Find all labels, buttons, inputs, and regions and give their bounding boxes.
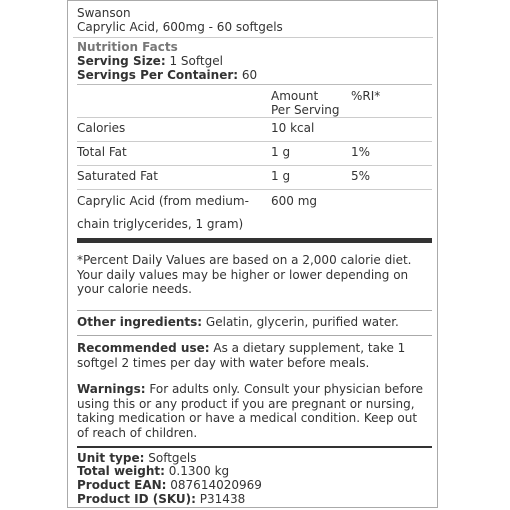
- unit-type: [77, 451, 197, 465]
- row-total-fat-amount: 1 g: [271, 145, 291, 159]
- product-sku-label: Product ID (SKU):: [77, 492, 196, 506]
- recommended-use: [77, 341, 433, 370]
- footnote-line: Your daily values may be higher or lower depending on: [77, 267, 409, 282]
- row-calories-amount: 10 kcal: [271, 121, 315, 135]
- unit-type-label: Unit type:: [77, 451, 145, 465]
- product-line: Caprylic Acid, 600mg - 60 softgels: [77, 20, 283, 34]
- row-total-fat-name: Total Fat: [77, 145, 127, 159]
- section-divider: [77, 310, 432, 311]
- servings-per-container-label: Servings Per Container:: [77, 68, 239, 82]
- total-weight-value: 0.1300 kg: [168, 464, 230, 478]
- product-ean-label: Product EAN:: [77, 478, 167, 492]
- row-divider: [77, 141, 432, 142]
- product-info-divider: [77, 446, 432, 448]
- other-ingredients: [77, 315, 433, 330]
- total-weight: [77, 464, 229, 478]
- table-header-divider: [77, 117, 432, 118]
- row-caprylic-name-2: chain triglycerides, 1 gram): [77, 217, 244, 231]
- unit-type-value: Softgels: [148, 451, 197, 465]
- brand-name: Swanson: [77, 6, 131, 20]
- row-total-fat-ri: 1%: [351, 145, 371, 159]
- other-ingredients-text: Gelatin, glycerin, purified water.: [205, 315, 399, 329]
- row-divider: [77, 189, 432, 190]
- serving-size: [77, 54, 223, 68]
- col-amount-header-2: Per Serving: [271, 103, 340, 117]
- product-sku-value: P31438: [199, 492, 246, 506]
- warnings-label: Warnings:: [77, 382, 146, 396]
- footnote: [77, 253, 433, 297]
- total-weight-label: Total weight:: [77, 464, 165, 478]
- other-ingredients-label: Other ingredients:: [77, 315, 203, 329]
- product-ean: [77, 478, 262, 492]
- row-saturated-fat-name: Saturated Fat: [77, 169, 158, 183]
- col-ri-header: %RI*: [351, 89, 381, 103]
- serving-size-value: 1 Softgel: [169, 54, 223, 68]
- col-amount-header-1: Amount: [271, 89, 319, 103]
- facts-title: Nutrition Facts: [77, 40, 178, 54]
- footnote-line: your calorie needs.: [77, 282, 192, 296]
- row-caprylic-name-1: Caprylic Acid (from medium-: [77, 194, 249, 208]
- recommended-use-text: softgel 2 times per day with water before meals.: [77, 355, 370, 370]
- row-saturated-fat-ri: 5%: [351, 169, 371, 183]
- product-ean-value: 087614020969: [170, 478, 262, 492]
- row-saturated-fat-amount: 1 g: [271, 169, 291, 183]
- facts-divider: [77, 84, 432, 85]
- row-divider: [77, 165, 432, 166]
- warnings: [77, 382, 433, 440]
- thick-divider: [77, 238, 432, 243]
- footnote-line: *Percent Daily Values are based on a 2,000 calorie diet.: [77, 253, 412, 267]
- header-divider: [73, 37, 433, 38]
- recommended-use-text: As a dietary supplement, take 1: [213, 341, 406, 355]
- servings-per-container: [77, 68, 257, 82]
- warnings-text: using this or any product if you are pregnant or nursing,: [77, 396, 415, 411]
- warnings-text: of reach of children.: [77, 425, 198, 440]
- section-divider: [77, 335, 432, 336]
- servings-per-container-value: 60: [241, 68, 258, 82]
- row-calories-name: Calories: [77, 121, 126, 135]
- product-sku: [77, 492, 245, 506]
- recommended-use-label: Recommended use:: [77, 341, 210, 355]
- serving-size-label: Serving Size:: [77, 54, 166, 68]
- warnings-text: For adults only. Consult your physician before: [149, 382, 424, 396]
- row-caprylic-amount: 600 mg: [271, 194, 318, 208]
- warnings-text: taking medication or have a medical condition. Keep out: [77, 411, 418, 425]
